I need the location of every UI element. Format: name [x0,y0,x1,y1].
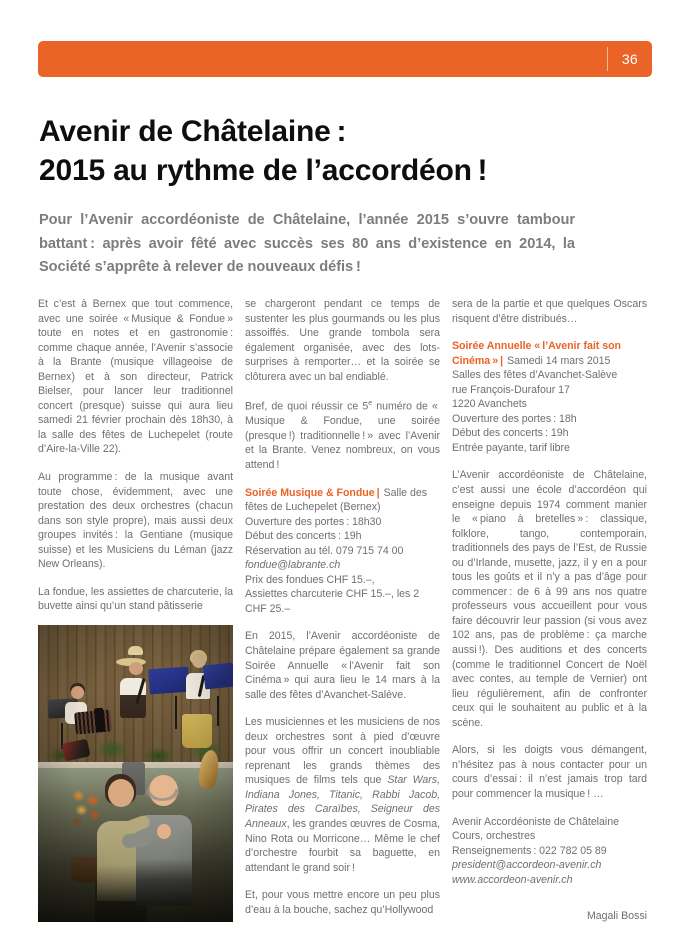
photo-vignette [38,625,233,922]
contact-block [452,815,647,888]
article-columns [38,297,652,937]
col1-paragraph-1: Et c’est à Bernex que tout commence, avec une soirée « Musique & Fondue » toute en notes et en gastronomie : comme chaque année, l’Avenir s’associe à la Brante (musique villageoise de Bernex) et à son directeur, Patrick Bielser, pour lancer leur traditionnel concert (presque) suisse qui aura lieu samedi 21 février prochain dès 18h30, à la salle des fêtes de Luchepelet (route d’Aire-la-Ville 22). [38,298,233,456]
lead-paragraph: Pour l’Avenir accordéoniste de Châtelaine, l’année 2015 s’ouvre tambour battant : après avoir fêté avec succès ses 80 ans d’existence en 2014, la Société s’apprête à relever de nouveaux défis ! [39,212,575,275]
article-column-2 [245,297,440,917]
page-title [39,112,639,190]
info-block-cinema-heading: Soirée Annuelle « l’Avenir fait son Cinéma » [452,340,622,367]
col2-paragraph-2 [245,397,440,472]
info-block-fondue-email[interactable]: fondue@labrante.ch [245,559,341,572]
info-block-cinema-line-2: 1220 Avanchets [452,398,527,411]
col2-paragraph-1: se chargeront pendant ce temps de sustenter les plus gourmands ou les plus assoiffés. Une grande tombola sera également organisée, avec des lots-surprises à remporter… et la soirée se clôturera avec un bal endiablé. [245,298,440,383]
film-titles: Star Wars, Indiana Jones, Titanic, Rabbi Jacob, Pirates des Caraïbes, Seigneur des Anneaux [245,774,441,831]
page-number-separator [607,47,608,71]
info-block-cinema-bar: | [500,354,504,367]
info-block-fondue-line-1: Ouverture des portes : 18h30 [245,515,382,528]
info-block-fondue-line-2: Début des concerts : 19h [245,530,362,543]
col2-paragraph-4-post: , les grandes œuvres de Cosma, Nino Rota ou Morricone… Même le chef d’orchestre fourbit sa baguette, en attendant le grand soir ! [245,818,440,874]
contact-website[interactable]: www.accordeon-avenir.ch [452,873,573,886]
page-title-line-2: 2015 au rythme de l’accordéon ! [39,154,488,187]
info-block-cinema-line-1: rue François-Durafour 17 [452,383,570,396]
article-photo [38,625,233,922]
page-header-bar [38,41,652,77]
info-block-cinema-line-0: Salles des fêtes d’Avanchet-Salève [452,369,618,382]
article-signature: Magali Bossi [586,910,647,923]
col1-paragraph-2: Au programme : de la musique avant toute chose, évidemment, avec une prestation des deux orchestres (chacun dans son style propre), mais aussi deux groupes invités : la Gentiane (musique suisse) et les Musiciens du Léman (jazz New Orleans). [38,471,233,571]
col2-paragraph-3: En 2015, l’Avenir accordéoniste de Châtelaine prépare également sa grande Soirée Annuelle « l’Avenir fait son Cinéma » qui aura lieu le 14 mars à la salle des fêtes d’Avanchet-Salève. [245,630,440,701]
info-block-fondue-heading: Soirée Musique & Fondue [245,486,375,499]
article-column-3 [452,297,647,924]
info-block-fondue-bar: | [376,486,380,499]
info-block-fondue [245,486,440,617]
col3-paragraph-3: Alors, si les doigts vous démangent, n’hésitez pas à nous contacter pour un cours d’essai : il n’est jamais trop tard pour commencer la musique ! … [452,744,647,800]
article-column-1 [38,297,233,627]
ordinal-suffix: e [368,400,373,408]
info-block-fondue-price-1: Prix des fondues CHF 15.–, [245,573,375,586]
info-block-cinema-line-3: Ouverture des portes : 18h [452,412,577,425]
col2-paragraph-4-pre: Les musiciennes et les musiciens de nos deux orchestres sont à pied d’œuvre pour vous offrir un concert inoubliable reprenant les grands thèmes des musiques de films tels que [245,716,440,787]
col1-paragraph-3: La fondue, les assiettes de charcuterie, la buvette ainsi qu’un stand pâtisserie [38,585,233,613]
contact-activities: Cours, orchestres [452,830,536,843]
col3-paragraph-2: L’Avenir accordéoniste de Châtelaine, c’est aussi une école d’accordéon qui enseigne depuis 1974 comment manier le « piano à bretelles » : classique, folklore, tango, contemporain, traditionnels des pays de l’Est, de Russie ou d’Irlande, musette, jazz, il y en a pour tous les goûts et il n’y a pas d’âge pour commencer : de 6 à 99 ans nos quatre professeurs vous accueillent pour vous faire découvrir leur passion (si vous avez 102 ans, pas de problème : ça marche aussi !). Des auditions et des concerts (comme le traditionnel Concert de Noël avec contes, au temple de Vernier) ont lieu régulièrement, afin de confronter ceux qui le souhaitent au public et à la scène. [452,469,647,729]
page-title-line-1: Avenir de Châtelaine : [39,115,347,148]
col2-paragraph-2-pre: Bref, de quoi réussir ce 5 [245,400,369,413]
page-number: 36 [621,51,638,67]
photo-scene [38,625,233,922]
contact-phone: Renseignements : 022 782 05 89 [452,844,607,857]
contact-org-name: Avenir Accordéoniste de Châtelaine [452,815,619,828]
contact-email[interactable]: president@accordeon-avenir.ch [452,859,602,872]
col2-paragraph-5: Et, pour vous mettre encore un peu plus d’eau à la bouche, sachez qu’Hollywood [245,889,440,916]
info-block-cinema-date: Samedi 14 mars 2015 [507,354,611,367]
col2-paragraph-4 [245,715,440,875]
info-block-fondue-price-2: Assiettes charcuterie CHF 15.–, les 2 CHF 25.– [245,588,420,615]
info-block-fondue-line-0: Salle des fêtes de Luchepelet (Bernex) [245,486,427,514]
info-block-cinema-line-5: Entrée payante, tarif libre [452,441,570,454]
info-block-cinema-line-4: Début des concerts : 19h [452,427,569,440]
col3-paragraph-1: sera de la partie et que quelques Oscars risquent d’être distribués… [452,298,647,325]
info-block-fondue-line-3: Réservation au tél. 079 715 74 00 [245,544,404,557]
col2-paragraph-2-post: numéro de « Musique & Fondue, une soirée (presque !) traditionnelle ! » avec l’Avenir et la Brante. Venez nombreux, on vous attend ! [245,400,440,471]
info-block-cinema [452,339,647,455]
